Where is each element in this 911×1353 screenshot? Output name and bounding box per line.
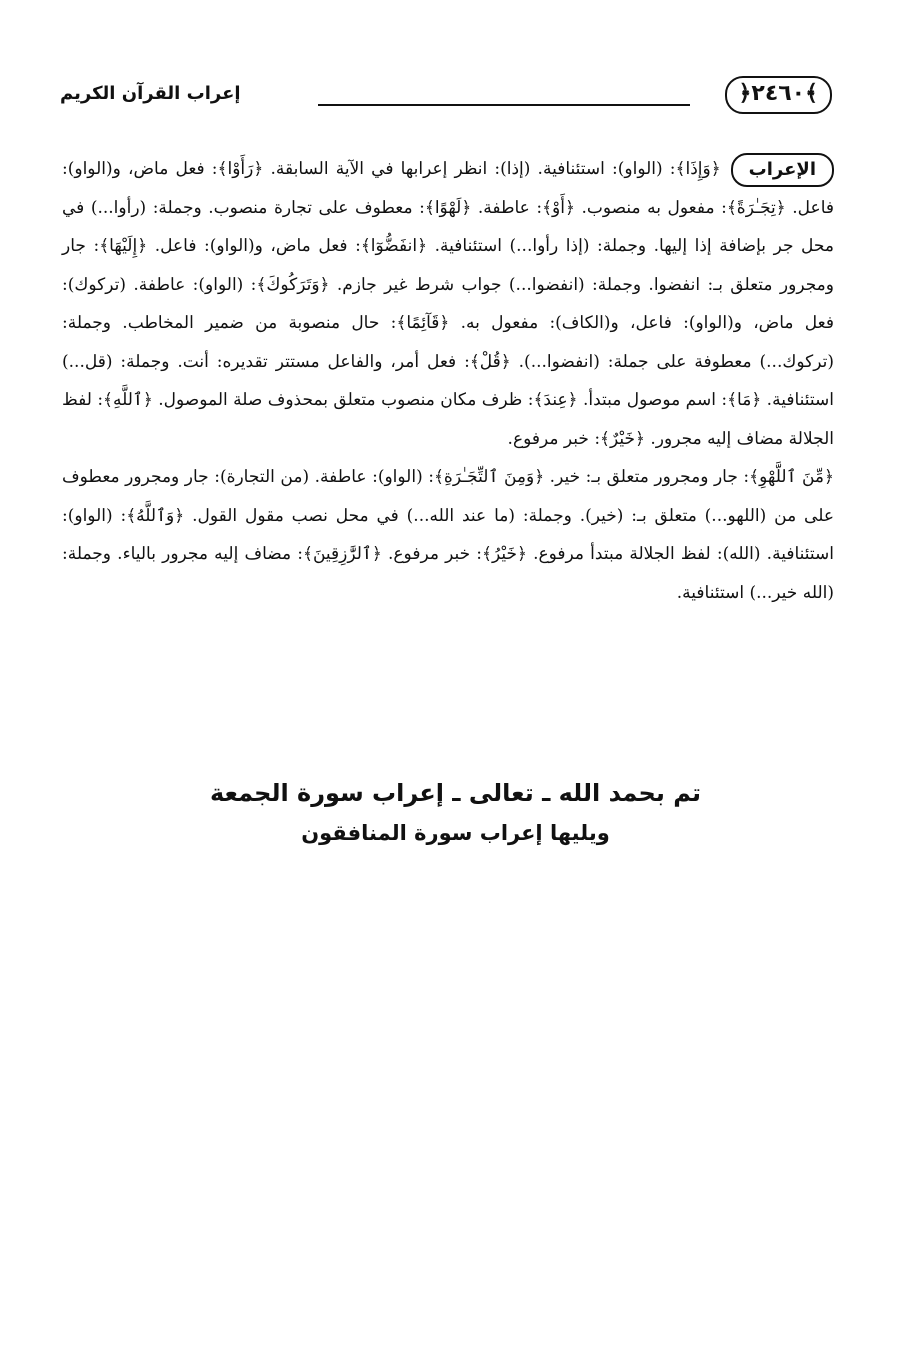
paragraph-2: ﴿مِّنَ ٱللَّهْوِ﴾: جار ومجرور متعلق بـ: خير. ﴿وَمِنَ ٱلتِّجَـٰرَةِ﴾: (الواو): عاطفة. (من التجارة): جار ومجرور معطوف على من (اللهو...) متعلق بـ: (خير). وجملة: (ما عند الله...) في محل نصب مقول القول. ﴿وَٱللَّهُ﴾: (الواو): استئنافية. (الله): لفظ الجلالة مبتدأ مرفوع. ﴿خَيْرُ﴾: خبر مرفوع. ﴿ٱلرَّٰزِقِينَ﴾: مضاف إليه مجرور بالياء. وجملة: (الله خير...) استئنافية.: [62, 467, 834, 603]
closing-subtitle: ويليها إعراب سورة المنافقون: [301, 821, 610, 845]
page-header: [60, 76, 832, 116]
closing-note: [0, 772, 911, 852]
paragraph-1: ﴿وَإِذَا﴾: (الواو): استئنافية. (إذا): انظر إعرابها في الآية السابقة. ﴿رَأَوْا﴾: فعل ماض، و(الواو): فاعل. ﴿تِجَـٰرَةً﴾: مفعول به منصوب. ﴿أَوْ﴾: عاطفة. ﴿لَهْوًا﴾: معطوف على تجارة منصوب. وجملة: (رأوا...) في محل جر بإضافة إذا إليها. وجملة: (إذا رأوا...) استئنافية. ﴿انفَضُّوٓا﴾: فعل ماض، و(الواو): فاعل. ﴿إِلَيْهَا﴾: جار ومجرور متعلق بـ: انفضوا. وجملة: (انفضوا...) جواب شرط غير جازم. ﴿وَتَرَكُوكَ﴾: (الواو): عاطفة. (تركوك): فعل ماض، و(الواو): فاعل، و(الكاف): مفعول به. ﴿قَآئِمًا﴾: حال منصوبة من ضمير المخاطب. وجملة: (تركوك...) معطوفة على جملة: (انفضوا...). ﴿قُلْ﴾: فعل أمر، والفاعل مستتر تقديره: أنت. وجملة: (قل...) استئنافية. ﴿مَا﴾: اسم موصول مبتدأ. ﴿عِندَ﴾: ظرف مكان منصوب متعلق بمحذوف صلة الموصول. ﴿ٱللَّهِ﴾: لفظ الجلالة مضاف إليه مجرور. ﴿خَيْرٌ﴾: خبر مرفوع.: [62, 159, 834, 449]
book-title: إعراب القرآن الكريم: [60, 83, 241, 104]
closing-title: تم بحمد الله ـ تعالى ـ إعراب سورة الجمعة: [209, 779, 702, 807]
page-number: ﴿٢٤٦٠﴾: [725, 76, 833, 114]
parsing-content: [62, 150, 834, 612]
header-divider: [318, 104, 690, 106]
section-badge-irab: الإعراب: [731, 153, 834, 187]
